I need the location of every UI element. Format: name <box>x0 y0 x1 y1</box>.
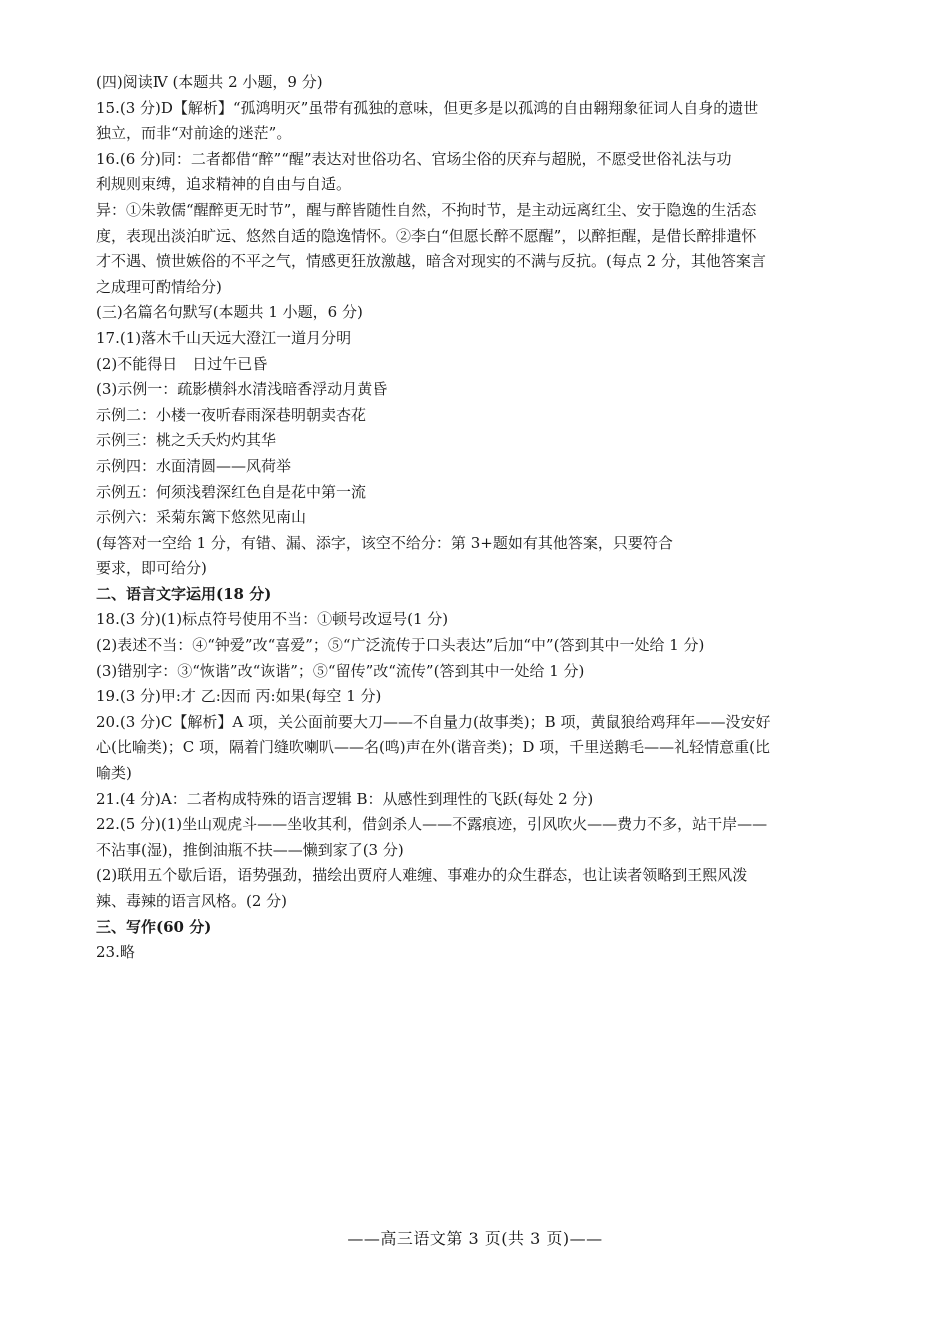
section-heading-recitation: (三)名篇名句默写(本题共 1 小题，6 分) <box>96 303 363 322</box>
answer-17-example-4: 示例四：水面清圆——风荷举 <box>96 456 292 475</box>
answer-20-line-2: 心(比喻类)；C 项，隔着门缝吹喇叭——名(鸣)声在外(谐音类)；D 项，千里送鹅毛——礼轻情意重(比 <box>96 738 771 757</box>
answer-17-example-5: 示例五：何须浅碧深红色自是花中第一流 <box>96 482 367 501</box>
answer-22-line-2: 不沾事(湿)，推倒油瓶不扶——懒到家了(3 分) <box>96 840 404 859</box>
page-footer: ——高三语文第 3 页(共 3 页)—— <box>347 1229 603 1248</box>
answer-17-line-2: (2)不能得日 日过午已昏 <box>96 354 268 373</box>
answer-17-scoring-2: 要求，即可给分) <box>96 559 207 578</box>
answer-16-line-5: 才不遇、愤世嫉俗的不平之气，情感更狂放激越，暗含对现实的不满与反抗。(每点 2 分，其他答案言 <box>96 252 766 271</box>
answer-16-line-6: 之成理可酌情给分) <box>96 277 222 296</box>
answer-15-line-2: 独立，而非“对前途的迷茫”。 <box>96 124 292 143</box>
answer-20-line-3: 喻类) <box>96 764 132 783</box>
section-heading-writing: 三、写作(60 分) <box>96 917 212 936</box>
answer-17-scoring-1: (每答对一空给 1 分，有错、漏、添字，该空不给分：第 3+题如有其他答案，只要符合 <box>96 533 673 552</box>
answer-17-line-3: (3)示例一：疏影横斜水清浅暗香浮动月黄昏 <box>96 380 388 399</box>
answer-19: 19.(3 分)甲:才 乙:因而 丙:如果(每空 1 分) <box>96 687 382 706</box>
answer-18-line-3: (3)错别字：③“恢谐”改“诙谐”；⑤“留传”改“流传”(答到其中一处给 1 分) <box>96 661 585 680</box>
answer-20-line-1: 20.(3 分)C【解析】A 项，关公面前要大刀——不自量力(故事类)；B 项，黄鼠狼给鸡拜年——没安好 <box>96 712 771 731</box>
answer-key-content <box>96 70 866 966</box>
answer-17-example-6: 示例六：采菊东篱下悠然见南山 <box>96 508 307 527</box>
answer-21: 21.(4 分)A：二者构成特殊的语言逻辑 B：从感性到理性的飞跃(每处 2 分) <box>96 789 594 808</box>
answer-16-line-2: 利规则束缚，追求精神的自由与自适。 <box>96 175 352 194</box>
answer-18-line-2: (2)表述不当：④“钟爱”改“喜爱”；⑤“广泛流传于口头表达”后加“中”(答到其中一处给 1 分) <box>96 636 705 655</box>
answer-18-line-1: 18.(3 分)(1)标点符号使用不当：①顿号改逗号(1 分) <box>96 610 449 629</box>
answer-16-line-4: 度，表现出淡泊旷远、悠然自适的隐逸情怀。②李白“但愿长醉不愿醒”，以醉拒醒，是借长醉排遣怀 <box>96 226 757 245</box>
answer-17-line-1: 17.(1)落木千山天远大澄江一道月分明 <box>96 328 352 347</box>
answer-17-example-2: 示例二：小楼一夜听春雨深巷明朝卖杏花 <box>96 405 367 424</box>
answer-22-line-1: 22.(5 分)(1)坐山观虎斗——坐收其利，借剑杀人——不露痕迹，引风吹火——费力不多，站干岸—— <box>96 815 768 834</box>
answer-16-line-3: 异：①朱敦儒“醒醉更无时节”，醒与醉皆随性自然，不拘时节，是主动远离红尘、安于隐逸的生活态 <box>96 200 757 219</box>
section-heading-reading-4: (四)阅读Ⅳ (本题共 2 小题，9 分) <box>96 73 323 91</box>
answer-23: 23.略 <box>96 943 135 962</box>
answer-22-line-4: 辣、毒辣的语言风格。(2 分) <box>96 892 288 910</box>
section-heading-language-use: 二、语言文字运用(18 分) <box>96 584 272 603</box>
answer-16-line-1: 16.(6 分)同：二者都借“醉”“醒”表达对世俗功名、官场尘俗的厌弃与超脱，不愿受世俗礼法与功 <box>96 149 732 168</box>
answer-15-line-1: 15.(3 分)D【解析】“孤鸿明灭”虽带有孤独的意味，但更多是以孤鸿的自由翱翔象征词人自身的遗世 <box>96 98 759 117</box>
answer-17-example-3: 示例三：桃之夭夭灼灼其华 <box>96 431 277 450</box>
answer-22-line-3: (2)联用五个歇后语，语势强劲，描绘出贾府人难缠、事难办的众生群态，也让读者领略到王熙风泼 <box>96 866 748 885</box>
